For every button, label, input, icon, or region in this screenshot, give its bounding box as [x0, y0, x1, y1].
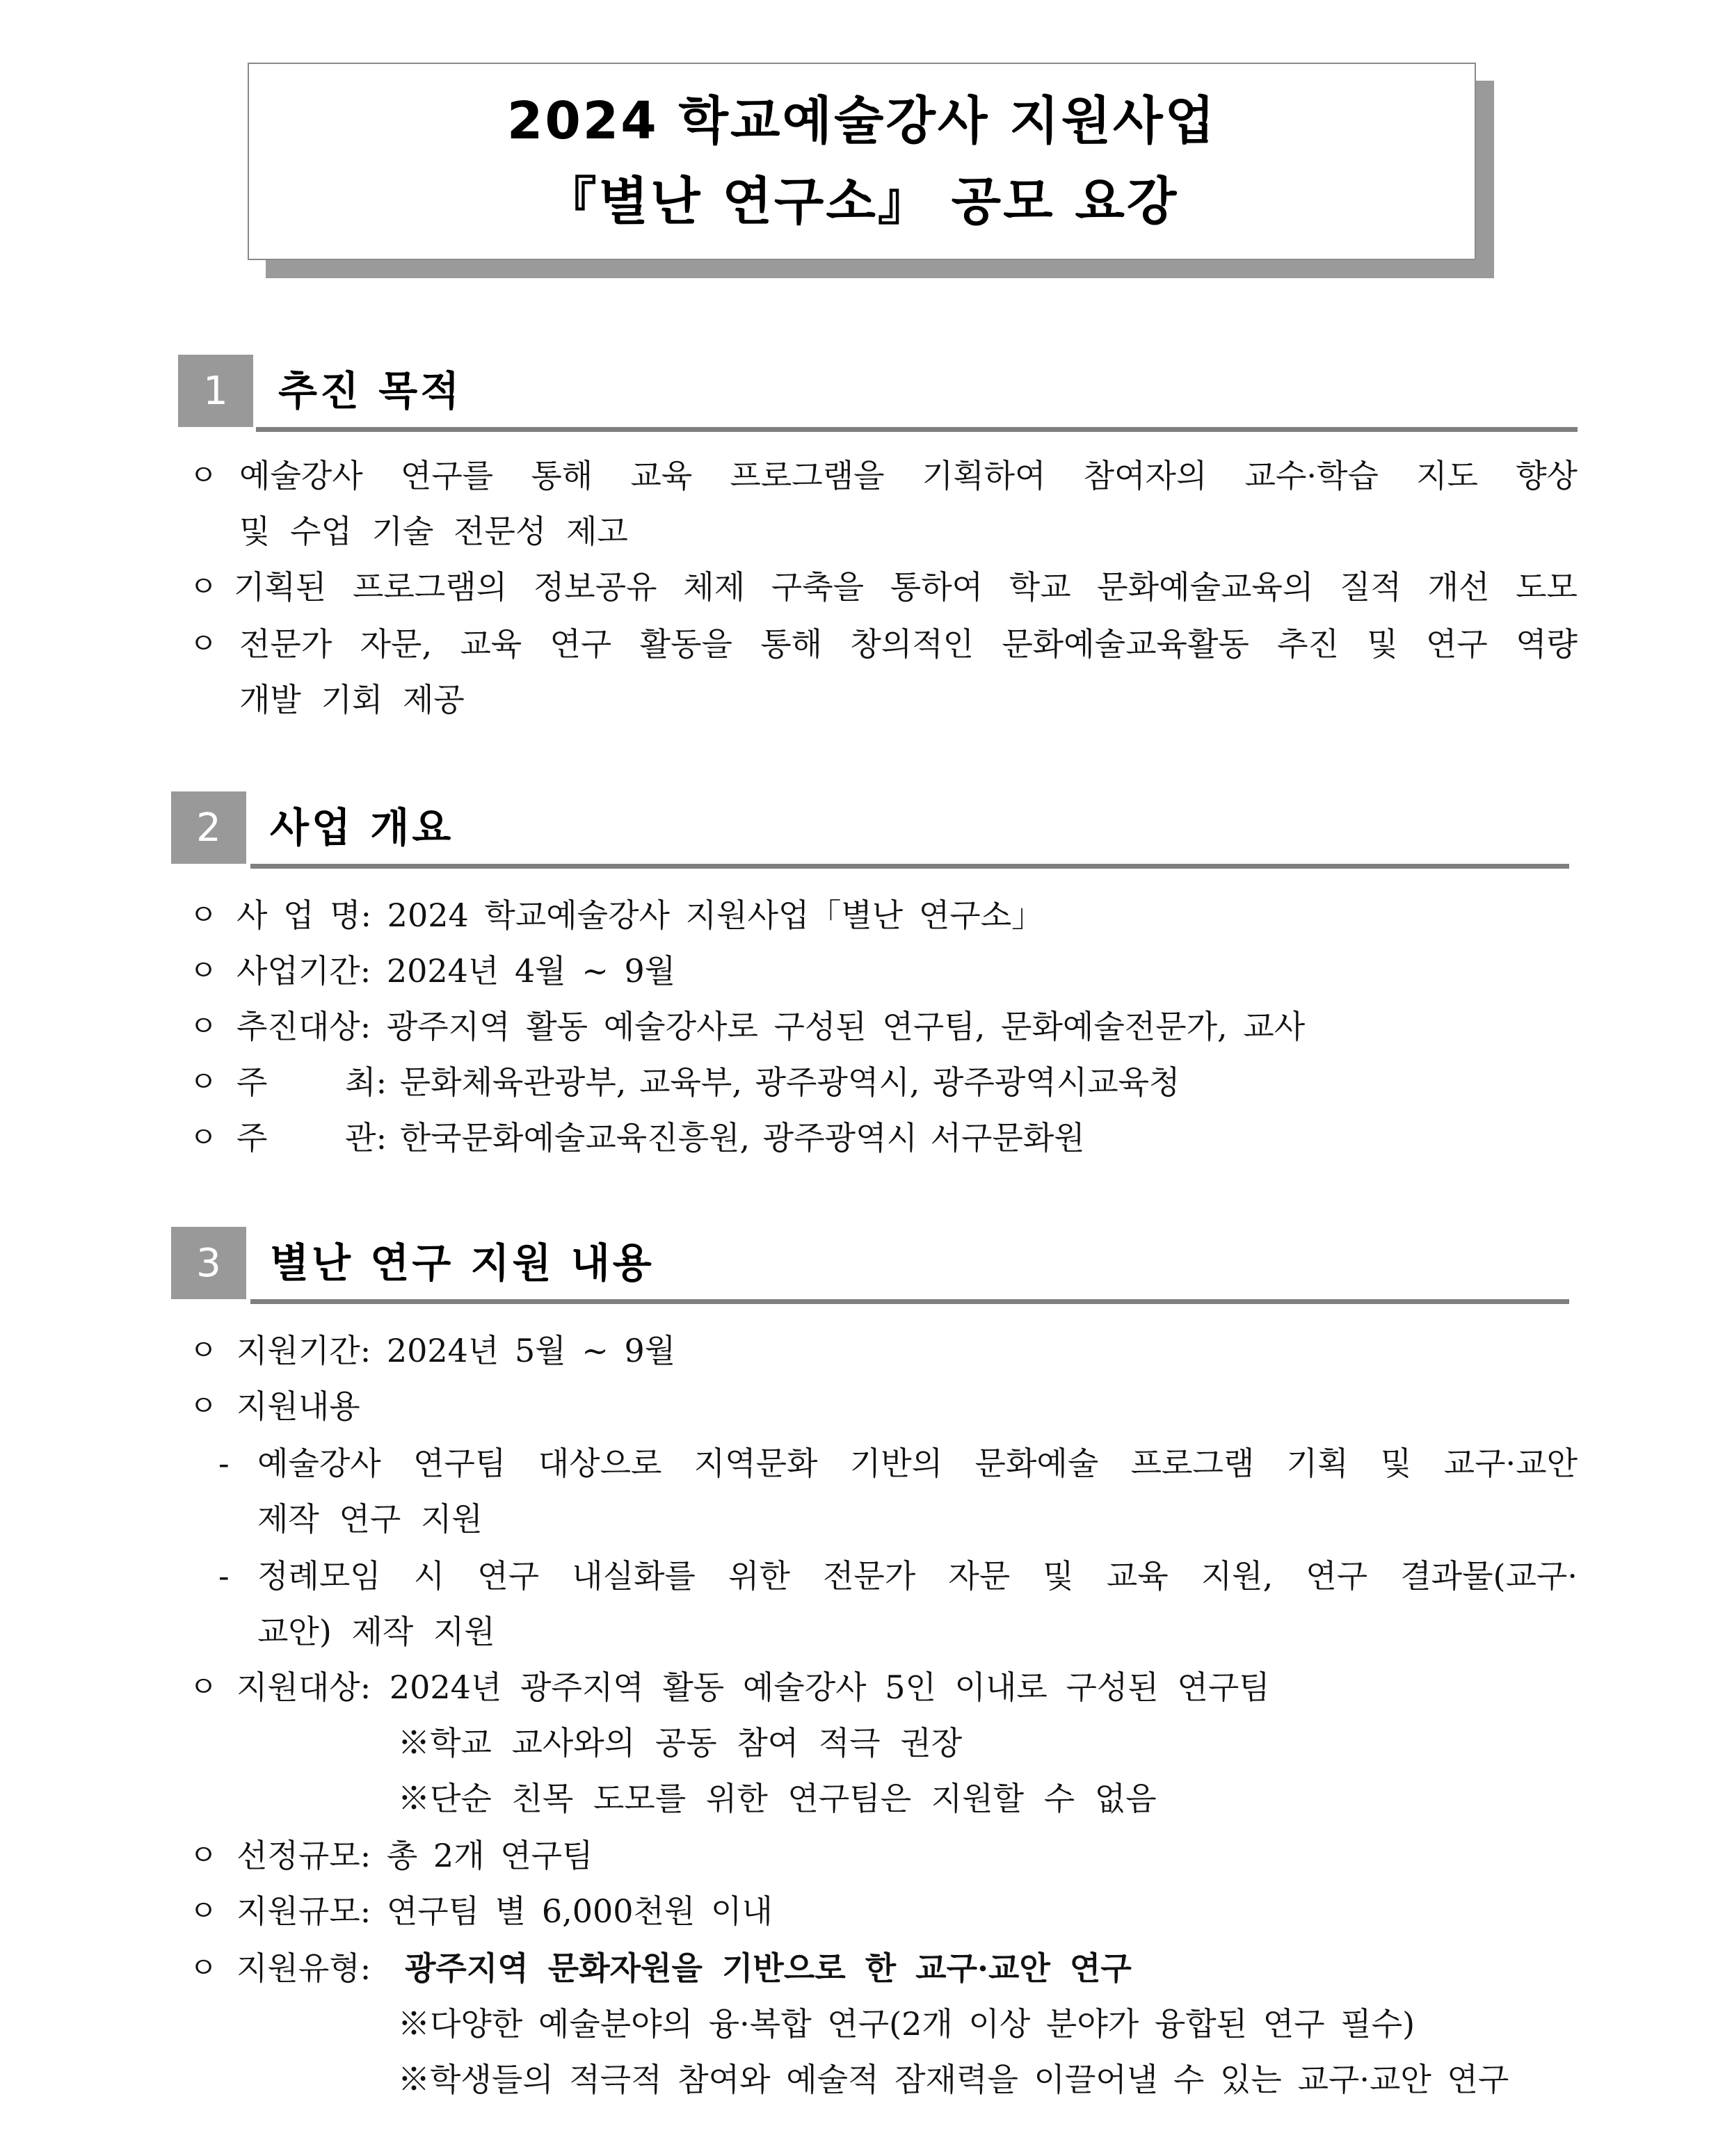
section-3-line-10-value: 광주지역 문화자원을 기반으로 한 교구·교안 연구	[405, 1949, 1132, 1987]
section-2-line-5: 주 관: 한국문화예술교육진흥원, 광주광역시 서구문화원	[236, 1119, 1085, 1157]
section-1-header	[0, 355, 1725, 433]
bullet-marker: ㅇ	[189, 1894, 218, 1928]
bullet-marker: ㅇ	[189, 1120, 218, 1155]
section-3-line-4: 제작 연구 지원	[257, 1500, 483, 1538]
section-number: 3	[171, 1227, 246, 1299]
bullet-marker: ㅇ	[189, 898, 218, 932]
section-3-line-6: 교안) 제작 지원	[257, 1613, 495, 1650]
section-3-line-3: 예술강사 연구팀 대상으로 지역문화 기반의 문화예술 프로그램 기획 및 교구·교안	[257, 1445, 1578, 1482]
section-2-line-1: 사 업 명: 2024 학교예술강사 지원사업「별난 연구소」	[236, 896, 1044, 934]
section-2-line-2: 사업기간: 2024년 4월 ~ 9월	[236, 952, 676, 990]
section-number: 1	[178, 355, 253, 427]
bullet-marker: ㅇ	[189, 1009, 218, 1043]
section-3-note-3: ※다양한 예술분야의 융·복합 연구(2개 이상 분야가 융합된 연구 필수)	[398, 2005, 1415, 2043]
bullet-marker: ㅇ	[189, 1065, 218, 1099]
section-3-note-2: ※단순 친목 도모를 위한 연구팀은 지원할 수 없음	[398, 1780, 1157, 1817]
section-3-header	[0, 1227, 1725, 1305]
section-3-note-4: ※학생들의 적극적 참여와 예술적 잠재력을 이끌어낼 수 있는 교구·교안 연구	[398, 2061, 1509, 2098]
section-rule	[250, 1299, 1569, 1304]
bullet-marker: ㅇ	[189, 1389, 218, 1423]
section-number: 2	[171, 791, 246, 864]
section-rule	[250, 864, 1569, 869]
bullet-marker: ㅇ	[189, 1838, 218, 1872]
bullet-marker: ㅇ	[189, 1951, 218, 1985]
dash-marker: -	[218, 1445, 230, 1482]
title-line-2: 『별난 연구소』 공모 요강	[545, 172, 1179, 232]
title-box	[248, 63, 1476, 260]
bullet-marker: ㅇ	[189, 954, 218, 988]
bullet-marker: ㅇ	[189, 1670, 218, 1704]
bullet-marker: ㅇ	[189, 458, 218, 492]
section-3-note-1: ※학교 교사와의 공동 참여 적극 권장	[398, 1724, 963, 1762]
section-heading: 별난 연구 지원 내용	[270, 1239, 655, 1287]
section-3-line-5: 정례모임 시 연구 내실화를 위한 전문가 자문 및 교육 지원, 연구 결과물(교구·	[257, 1557, 1578, 1595]
title-frame	[248, 63, 1476, 260]
section-rule	[256, 427, 1578, 432]
section-3-line-9: 지원규모: 연구팀 별 6,000천원 이내	[236, 1892, 773, 1930]
section-3-line-8: 선정규모: 총 2개 연구팀	[236, 1837, 593, 1874]
section-1-line-1: 예술강사 연구를 통해 교육 프로그램을 기획하여 참여자의 교수·학습 지도 향상	[239, 457, 1578, 494]
bullet-marker: ㅇ	[189, 1333, 218, 1367]
section-heading: 추진 목적	[278, 367, 463, 415]
section-2-line-3: 추진대상: 광주지역 활동 예술강사로 구성된 연구팀, 문화예술전문가, 교사	[236, 1008, 1306, 1045]
section-1-line-5: 개발 기회 제공	[239, 681, 465, 718]
section-heading: 사업 개요	[270, 804, 454, 851]
section-1-line-4: 전문가 자문, 교육 연구 활동을 통해 창의적인 문화예술교육활동 추진 및 연구 역량	[239, 625, 1578, 663]
bullet-marker: ㅇ	[189, 627, 218, 661]
title-line-1: 2024 학교예술강사 지원사업	[506, 91, 1217, 151]
section-2-line-4: 주 최: 문화체육관광부, 교육부, 광주광역시, 광주광역시교육청	[236, 1063, 1180, 1101]
section-3-line-2: 지원내용	[236, 1387, 360, 1425]
dash-marker: -	[218, 1557, 230, 1595]
section-2-header	[0, 791, 1725, 869]
bullet-marker: ㅇ	[189, 570, 218, 604]
section-1-line-3: 기획된 프로그램의 정보공유 체제 구축을 통하여 학교 문화예술교육의 질적 개선 도모	[234, 568, 1578, 606]
section-3-line-10-label: 지원유형:	[236, 1949, 381, 1987]
section-3-line-7: 지원대상: 2024년 광주지역 활동 예술강사 5인 이내로 구성된 연구팀	[236, 1668, 1270, 1706]
section-1-line-2: 및 수업 기술 전문성 제고	[239, 513, 628, 550]
section-3-line-1: 지원기간: 2024년 5월 ~ 9월	[236, 1332, 676, 1369]
